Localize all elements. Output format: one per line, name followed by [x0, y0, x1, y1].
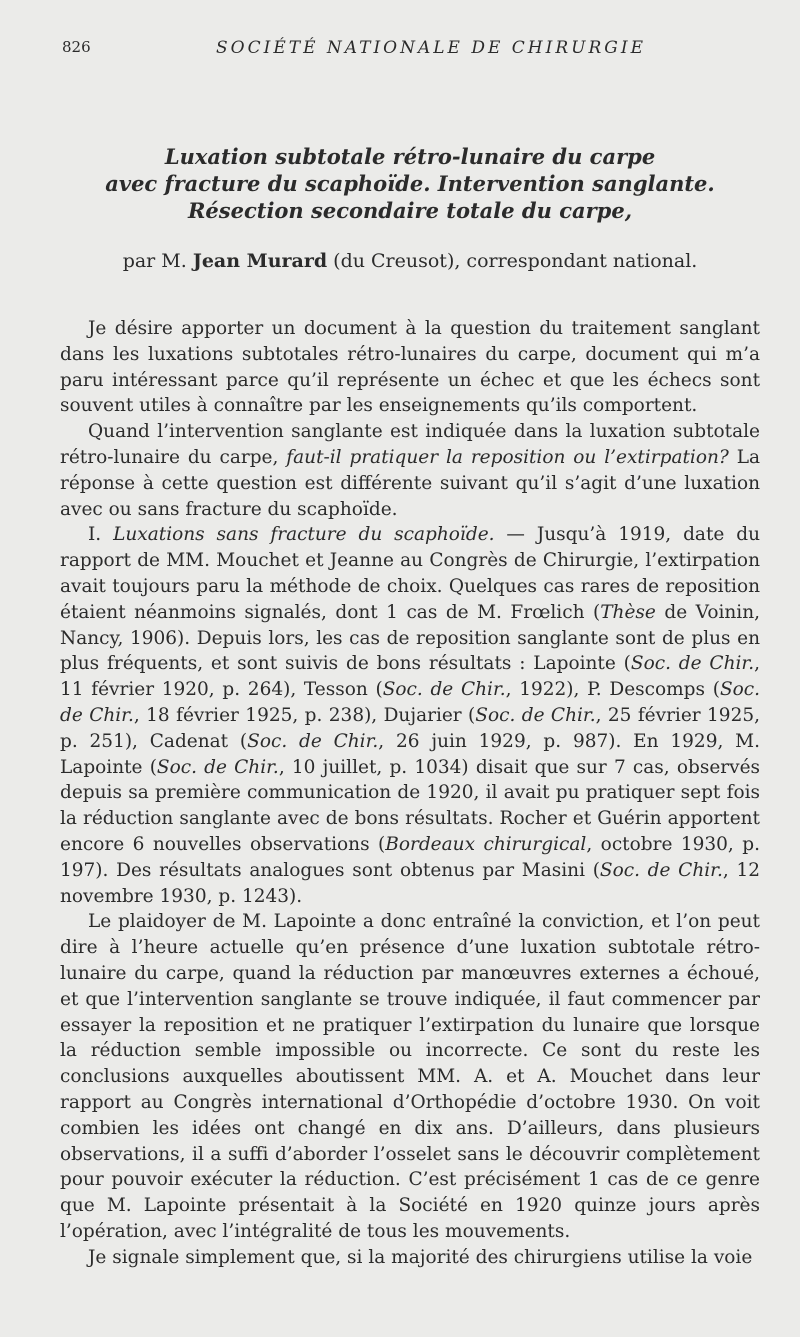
- paragraph-1: Je désire apporter un document à la question du traitement sanglant dans les luxations subtotales rétro-lunaires du carpe, document qui m’a paru intéressant parce qu’il représente un échec et que les échecs sont souvent utiles à connaître par les enseignements qu’ils comportent.: [60, 318, 760, 417]
- byline-prefix: par M.: [122, 250, 193, 272]
- article-body: [60, 316, 760, 1270]
- paragraph-5: Je signale simplement que, si la majorité des chirurgiens utilise la voie: [88, 1246, 753, 1268]
- byline-suffix: (du Creusot), correspondant national.: [327, 250, 698, 272]
- article-byline: [60, 250, 760, 272]
- author-name: Jean Murard: [192, 250, 328, 272]
- title-line: avec fracture du scaphoïde. Intervention sanglante.: [105, 171, 715, 196]
- paragraph-3: I. Luxations sans fracture du scaphoïde. — Jusqu’à 1919, date du rapport de MM. Mouchet et Jeanne au Congrès de Chirurgie, l’extirpation avait toujours paru la méthode de choix. Quelques cas rares de reposition étaient néanmoins signalés, dont 1 cas de M. Frœlich (Thèse de Voinin, Nancy, 1906). Depuis lors, les cas de reposition sanglante sont de plus en plus fréquents, et sont suivis de bons résultats : Lapointe (Soc. de Chir., 11 février 1920, p. 264), Tesson (Soc. de Chir., 1922), P. Descomps (Soc. de Chir., 18 février 1925, p. 238), Dujarier (Soc. de Chir., 25 février 1925, p. 251), Cadenat (Soc. de Chir., 26 juin 1929, p. 987). En 1929, M. Lapointe (Soc. de Chir., 10 juillet, p. 1034) disait que sur 7 cas, observés depuis sa première communication de 1920, il avait pu pratiquer sept fois la réduction sanglante avec de bons résultats. Rocher et Guérin apportent encore 6 nouvelles observations (Bordeaux chirurgical, octobre 1930, p. 197). Des résultats analogues sont obtenus par Masini (Soc. de Chir., 12 novembre 1930, p. 1243).: [60, 524, 761, 907]
- title-line: Résection secondaire totale du carpe,: [187, 198, 633, 223]
- running-title: SOCIÉTÉ NATIONALE DE CHIRURGIE: [216, 38, 646, 58]
- page-number: 826: [62, 38, 91, 56]
- article-title: [60, 143, 760, 224]
- paragraph-4: Le plaidoyer de M. Lapointe a donc entraîné la conviction, et l’on peut dire à l’heure actuelle qu’en présence d’une luxation subtotale rétro-lunaire du carpe, quand la réduction par manœuvres externes a échoué, et que l’intervention sanglante se trouve indiquée, il faut commencer par essayer la reposition et ne pratiquer l’extirpation du lunaire que lorsque la réduction semble impossible ou incorrecte. Ce sont du reste les conclusions auxquelles aboutissent MM. A. et A. Mouchet dans leur rapport au Congrès international d’Orthopédie d’octobre 1930. On voit combien les idées ont changé en dix ans. D’ailleurs, dans plusieurs observations, il a suffi d’aborder l’osselet sans le découvrir complètement pour pouvoir exécuter la réduction. C’est précisément 1 cas de ce genre que M. Lapointe présentait à la Société en 1920 quinze jours après l’opération, avec l’intégralité de tous les mouvements.: [60, 911, 760, 1242]
- title-line: Luxation subtotale rétro-lunaire du carpe: [164, 144, 656, 169]
- paragraph-2: Quand l’intervention sanglante est indiquée dans la luxation subtotale rétro-lunaire du carpe, faut-il pratiquer la reposition ou l’extirpation? La réponse à cette question est différente suivant qu’il s’agit d’une luxation avec ou sans fracture du scaphoïde.: [60, 421, 761, 520]
- page-header: [62, 38, 760, 62]
